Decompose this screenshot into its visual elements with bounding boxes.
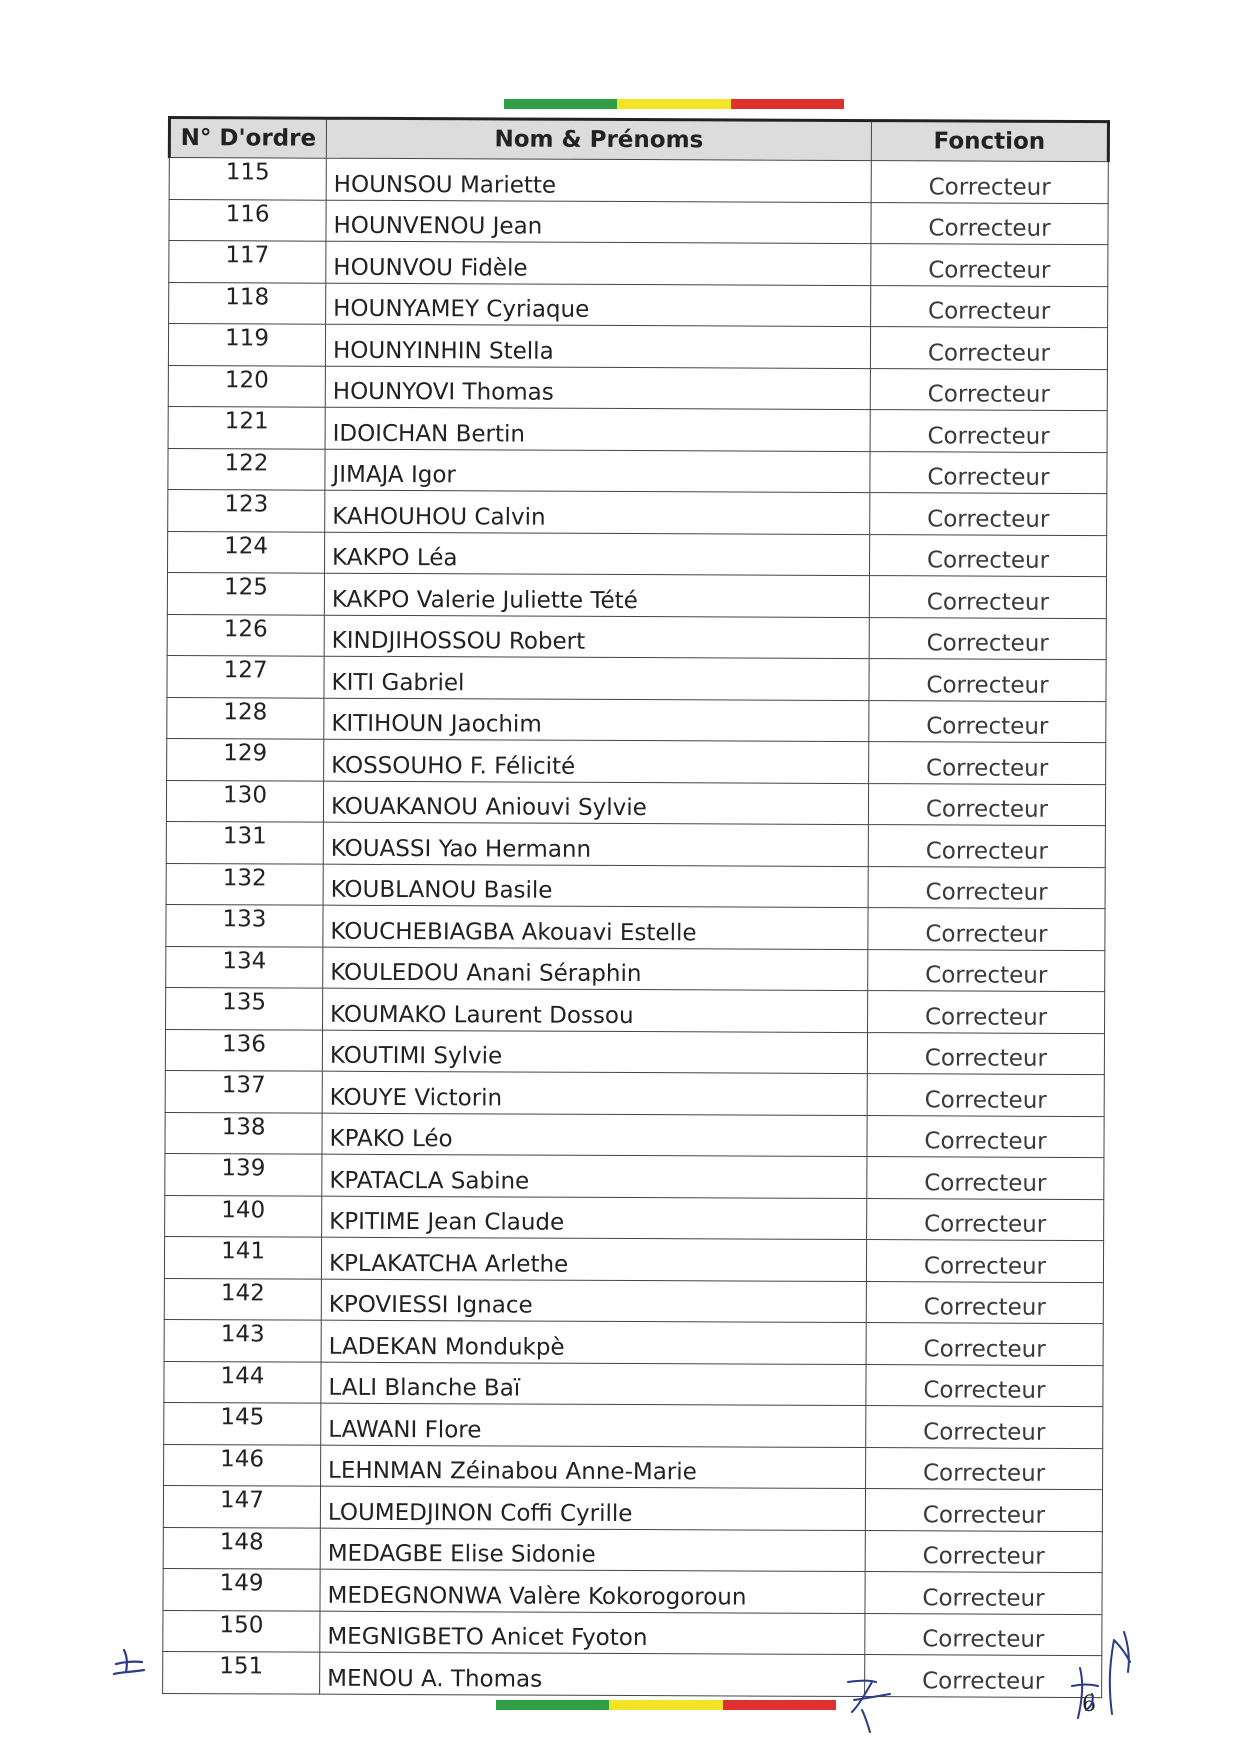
row-number: 130 xyxy=(166,780,323,822)
personnel-table xyxy=(161,116,1110,1698)
table-row xyxy=(168,407,1107,453)
row-name: KAKPO Valerie Juliette Tété xyxy=(324,573,869,617)
table-row xyxy=(166,821,1105,867)
header-name: Nom & Prénoms xyxy=(326,118,871,160)
row-name: KITI Gabriel xyxy=(324,656,869,700)
row-function: Correcteur xyxy=(871,161,1108,204)
row-name: KOUAKANOU Aniouvi Sylvie xyxy=(323,781,868,825)
row-number: 128 xyxy=(167,697,324,739)
row-number: 145 xyxy=(164,1402,321,1444)
row-function: Correcteur xyxy=(867,1198,1104,1241)
table-row xyxy=(166,904,1105,950)
flag-green-stripe xyxy=(496,1700,609,1710)
row-number: 123 xyxy=(168,490,325,532)
flag-band-top xyxy=(504,99,844,109)
row-function: Correcteur xyxy=(869,742,1106,785)
table-row xyxy=(163,1610,1102,1656)
row-number: 137 xyxy=(165,1070,322,1112)
row-function: Correcteur xyxy=(870,368,1107,411)
row-name: KOUBLANOU Basile xyxy=(323,864,868,908)
table-row xyxy=(169,158,1108,204)
table-row xyxy=(167,573,1106,619)
row-name: LALI Blanche Baï xyxy=(321,1362,866,1406)
initials-mark-right xyxy=(1068,1628,1140,1728)
row-function: Correcteur xyxy=(871,202,1108,245)
table-row xyxy=(163,1527,1102,1573)
row-number: 143 xyxy=(164,1319,321,1361)
row-name: KOUMAKO Laurent Dossou xyxy=(323,988,868,1032)
table-row xyxy=(165,1112,1104,1158)
table-row xyxy=(164,1278,1103,1324)
row-function: Correcteur xyxy=(870,493,1107,536)
table-row xyxy=(167,697,1106,743)
row-function: Correcteur xyxy=(870,410,1107,453)
row-name: KPOVIESSI Ignace xyxy=(321,1279,866,1323)
table-row xyxy=(163,1485,1102,1531)
row-number: 115 xyxy=(169,158,326,200)
flag-yellow-stripe xyxy=(617,99,730,109)
row-name: IDOICHAN Bertin xyxy=(325,407,870,451)
row-name: KPAKO Léo xyxy=(322,1113,867,1157)
row-name: HOUNSOU Mariette xyxy=(326,158,871,202)
row-function: Correcteur xyxy=(868,783,1105,826)
row-number: 144 xyxy=(164,1361,321,1403)
row-function: Correcteur xyxy=(868,908,1105,951)
table-row xyxy=(163,1568,1102,1614)
table-row xyxy=(168,324,1107,370)
row-number: 146 xyxy=(164,1444,321,1486)
page-number: 6 xyxy=(1082,1692,1096,1717)
row-name: KOSSOUHO F. Félicité xyxy=(324,739,869,783)
row-name: KOUTIMI Sylvie xyxy=(322,1030,867,1074)
row-name: HOUNVOU Fidèle xyxy=(326,241,871,285)
row-name: HOUNYOVI Thomas xyxy=(325,366,870,410)
table-row xyxy=(165,1029,1104,1075)
row-name: MEGNIGBETO Anicet Fyoton xyxy=(320,1611,865,1655)
row-name: KOULEDOU Anani Séraphin xyxy=(323,947,868,991)
row-function: Correcteur xyxy=(868,991,1105,1034)
row-function: Correcteur xyxy=(866,1240,1103,1283)
row-number: 120 xyxy=(168,365,325,407)
row-function: Correcteur xyxy=(865,1489,1102,1532)
header-number: N° D'ordre xyxy=(169,118,326,159)
row-name: MEDAGBE Elise Sidonie xyxy=(320,1528,865,1572)
row-number: 136 xyxy=(165,1029,322,1071)
row-function: Correcteur xyxy=(865,1530,1102,1573)
row-function: Correcteur xyxy=(867,1115,1104,1158)
table-row xyxy=(167,614,1106,660)
row-number: 132 xyxy=(166,863,323,905)
row-function: Correcteur xyxy=(866,1364,1103,1407)
row-name: KINDJIHOSSOU Robert xyxy=(324,615,869,659)
table-row xyxy=(169,282,1108,328)
table-row xyxy=(163,1651,1102,1697)
row-number: 139 xyxy=(165,1153,322,1195)
row-name: JIMAJA Igor xyxy=(325,449,870,493)
table-row xyxy=(165,1153,1104,1199)
row-function: Correcteur xyxy=(868,949,1105,992)
header-function: Fonction xyxy=(871,121,1108,162)
table-row xyxy=(166,987,1105,1033)
row-number: 129 xyxy=(167,739,324,781)
table-body xyxy=(163,158,1109,1698)
row-function: Correcteur xyxy=(865,1572,1102,1615)
row-name: LADEKAN Mondukpè xyxy=(321,1320,866,1364)
flag-red-stripe xyxy=(723,1700,836,1710)
flag-band-bottom xyxy=(496,1700,836,1710)
row-name: LAWANI Flore xyxy=(321,1403,866,1447)
row-function: Correcteur xyxy=(865,1655,1102,1698)
row-function: Correcteur xyxy=(867,1074,1104,1117)
table-row xyxy=(166,946,1105,992)
row-function: Correcteur xyxy=(868,866,1105,909)
row-name: KPITIME Jean Claude xyxy=(322,1196,867,1240)
row-number: 150 xyxy=(163,1610,320,1652)
table-row xyxy=(164,1361,1103,1407)
row-function: Correcteur xyxy=(870,534,1107,577)
table-row xyxy=(164,1236,1103,1282)
row-number: 138 xyxy=(165,1112,322,1154)
row-number: 127 xyxy=(167,656,324,698)
row-name: KOUYE Victorin xyxy=(322,1071,867,1115)
table-row xyxy=(166,780,1105,826)
table-row xyxy=(164,1444,1103,1490)
row-number: 134 xyxy=(166,946,323,988)
row-name: HOUNVENOU Jean xyxy=(326,200,871,244)
row-number: 142 xyxy=(164,1278,321,1320)
row-function: Correcteur xyxy=(869,576,1106,619)
row-name: MENOU A. Thomas xyxy=(320,1652,865,1696)
row-function: Correcteur xyxy=(871,285,1108,328)
table-row xyxy=(168,490,1107,536)
row-number: 147 xyxy=(163,1485,320,1527)
initials-mark-bottom xyxy=(842,1674,912,1734)
row-number: 125 xyxy=(167,573,324,615)
flag-yellow-stripe xyxy=(609,1700,722,1710)
row-name: LEHNMAN Zéinabou Anne-Marie xyxy=(321,1445,866,1489)
row-number: 121 xyxy=(168,407,325,449)
row-number: 133 xyxy=(166,904,323,946)
row-number: 122 xyxy=(168,448,325,490)
row-number: 126 xyxy=(167,614,324,656)
row-function: Correcteur xyxy=(866,1406,1103,1449)
row-number: 118 xyxy=(169,282,326,324)
row-number: 148 xyxy=(163,1527,320,1569)
row-name: KITIHOUN Jaochim xyxy=(324,698,869,742)
table-row xyxy=(164,1402,1103,1448)
row-name: KOUCHEBIAGBA Akouavi Estelle xyxy=(323,905,868,949)
row-name: KPLAKATCHA Arlethe xyxy=(321,1237,866,1281)
row-name: HOUNYINHIN Stella xyxy=(325,324,870,368)
row-function: Correcteur xyxy=(867,1032,1104,1075)
row-function: Correcteur xyxy=(869,700,1106,743)
table-header-row xyxy=(169,118,1108,162)
row-number: 131 xyxy=(166,821,323,863)
row-function: Correcteur xyxy=(869,617,1106,660)
table-row xyxy=(168,448,1107,494)
row-name: MEDEGNONWA Valère Kokorogoroun xyxy=(320,1569,865,1613)
row-number: 140 xyxy=(165,1195,322,1237)
row-function: Correcteur xyxy=(865,1613,1102,1656)
row-number: 135 xyxy=(166,987,323,1029)
row-function: Correcteur xyxy=(870,327,1107,370)
row-number: 116 xyxy=(169,199,326,241)
table-row xyxy=(166,863,1105,909)
table-row xyxy=(165,1195,1104,1241)
row-name: LOUMEDJINON Coffi Cyrille xyxy=(320,1486,865,1530)
table-row xyxy=(168,531,1107,577)
row-number: 117 xyxy=(169,241,326,283)
row-number: 149 xyxy=(163,1568,320,1610)
table-row xyxy=(164,1319,1103,1365)
row-number: 124 xyxy=(168,531,325,573)
row-function: Correcteur xyxy=(866,1323,1103,1366)
row-function: Correcteur xyxy=(866,1281,1103,1324)
row-number: 119 xyxy=(168,324,325,366)
flag-red-stripe xyxy=(731,99,844,109)
table-row xyxy=(169,199,1108,245)
row-name: KPATACLA Sabine xyxy=(322,1154,867,1198)
row-number: 151 xyxy=(163,1651,320,1693)
table-row xyxy=(167,656,1106,702)
row-function: Correcteur xyxy=(870,451,1107,494)
row-name: KAKPO Léa xyxy=(325,532,870,576)
row-function: Correcteur xyxy=(866,1447,1103,1490)
table-row xyxy=(167,739,1106,785)
row-name: HOUNYAMEY Cyriaque xyxy=(326,283,871,327)
row-name: KAHOUHOU Calvin xyxy=(325,490,870,534)
row-function: Correcteur xyxy=(869,659,1106,702)
initials-mark-left xyxy=(110,1640,150,1680)
row-function: Correcteur xyxy=(868,825,1105,868)
table-row xyxy=(168,365,1107,411)
row-function: Correcteur xyxy=(871,244,1108,287)
row-function: Correcteur xyxy=(867,1157,1104,1200)
table-row xyxy=(165,1070,1104,1116)
row-number: 141 xyxy=(164,1236,321,1278)
row-name: KOUASSI Yao Hermann xyxy=(323,822,868,866)
table-row xyxy=(169,241,1108,287)
flag-green-stripe xyxy=(504,99,617,109)
